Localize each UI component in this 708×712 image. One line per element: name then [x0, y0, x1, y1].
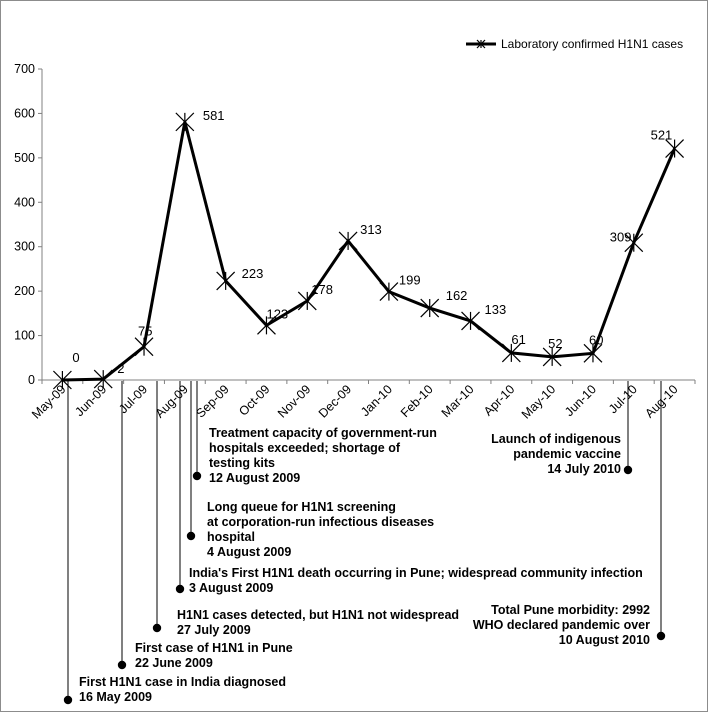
x-tick-label: May-09: [29, 382, 69, 422]
series-line: [62, 122, 674, 380]
data-label: 313: [360, 221, 382, 237]
x-tick-label: Jun-10: [562, 382, 600, 420]
y-tick-label: 100: [14, 328, 35, 343]
x-tick-label: Jul-10: [605, 382, 640, 417]
y-tick-label: 400: [14, 195, 35, 210]
data-point-marker: [339, 232, 357, 250]
data-label: 223: [241, 265, 264, 281]
x-tick-label: Jun-09: [72, 382, 110, 420]
annotation-text: 16 May 2009: [79, 690, 152, 704]
data-point-marker: [135, 338, 153, 356]
annotation-text: India's First H1N1 death occurring in Pune; widespread community infection: [189, 566, 643, 580]
annotation-text: 22 June 2009: [135, 656, 213, 670]
y-tick-label: 700: [14, 62, 35, 76]
x-tick-label: Aug-10: [642, 382, 681, 421]
legend: [466, 37, 683, 51]
annotation-dot: [153, 624, 161, 632]
annotation-dot: [64, 696, 72, 704]
data-label: 61: [511, 331, 526, 347]
annotation-text: Treatment capacity of government-run: [209, 426, 437, 440]
x-tick-label: May-10: [518, 382, 559, 422]
data-label: 2: [117, 361, 125, 377]
annotation-text: hospital: [207, 530, 255, 544]
annotation-dot: [176, 585, 184, 593]
x-tick-label: Apr-10: [481, 382, 518, 419]
data-label: 123: [266, 306, 289, 322]
x-tick-label: Dec-09: [315, 382, 355, 421]
annotation-dot: [118, 661, 126, 669]
y-tick-label: 0: [28, 373, 35, 387]
annotation-dot: [657, 632, 665, 640]
data-point-marker: [380, 283, 398, 301]
annotation-text: 14 July 2010: [547, 462, 621, 476]
annotation-text: WHO declared pandemic over: [472, 618, 650, 632]
annotation-dot: [624, 466, 632, 474]
data-label: 60: [588, 332, 604, 348]
x-tick-label: Jul-09: [116, 382, 151, 417]
data-point-marker: [176, 113, 194, 131]
x-tick-label: Oct-09: [236, 382, 273, 419]
annotation-text: First case of H1N1 in Pune: [135, 641, 293, 655]
annotation: [193, 381, 437, 485]
x-tick-label: Nov-09: [275, 382, 314, 421]
x-tick-label: Mar-10: [438, 382, 477, 421]
data-point-marker: [462, 312, 480, 330]
y-tick-label: 500: [14, 150, 35, 165]
annotation-text: pandemic vaccine: [513, 447, 621, 461]
annotation-dot: [187, 532, 195, 540]
legend-label: Laboratory confirmed H1N1 cases: [501, 37, 684, 51]
annotation-text: hospitals exceeded; shortage of: [209, 441, 401, 455]
annotation: [187, 381, 434, 559]
annotation-text: 12 August 2009: [209, 471, 301, 485]
annotation-text: 3 August 2009: [189, 581, 274, 595]
annotation-text: Long queue for H1N1 screening: [207, 500, 396, 514]
annotation-text: 4 August 2009: [207, 545, 292, 559]
data-label: 309: [609, 229, 632, 245]
data-label: 52: [548, 335, 563, 351]
data-label: 521: [650, 127, 673, 143]
annotation-text: testing kits: [209, 456, 275, 470]
y-tick-label: 600: [14, 106, 35, 121]
data-label: 0: [72, 350, 80, 365]
annotation-text: Launch of indigenous: [491, 432, 621, 446]
annotation: [473, 381, 665, 647]
data-label: 199: [398, 272, 421, 288]
annotation-text: 27 July 2009: [177, 623, 251, 637]
annotation-text: H1N1 cases detected, but H1N1 not widespread: [177, 608, 460, 622]
data-point-marker: [421, 299, 439, 317]
data-label: 581: [202, 107, 225, 123]
data-label: 75: [138, 323, 153, 339]
annotation-text: 10 August 2010: [558, 633, 650, 647]
data-label: 133: [484, 301, 507, 317]
data-point-marker: [217, 272, 235, 290]
x-tick-label: Feb-10: [397, 382, 436, 421]
data-label: 178: [311, 281, 333, 297]
y-tick-label: 200: [14, 284, 35, 299]
annotation-text: First H1N1 case in India diagnosed: [79, 675, 287, 689]
annotation-text: at corporation-run infectious diseases: [207, 515, 435, 529]
x-tick-label: Jan-10: [358, 382, 396, 420]
data-label: 162: [445, 288, 468, 304]
annotation-text: Total Pune morbidity: 2992: [491, 603, 650, 617]
x-tick-label: Aug-09: [152, 382, 191, 421]
y-tick-label: 300: [14, 239, 35, 254]
annotation-dot: [193, 472, 201, 480]
x-tick-label: Sep-09: [193, 382, 232, 421]
